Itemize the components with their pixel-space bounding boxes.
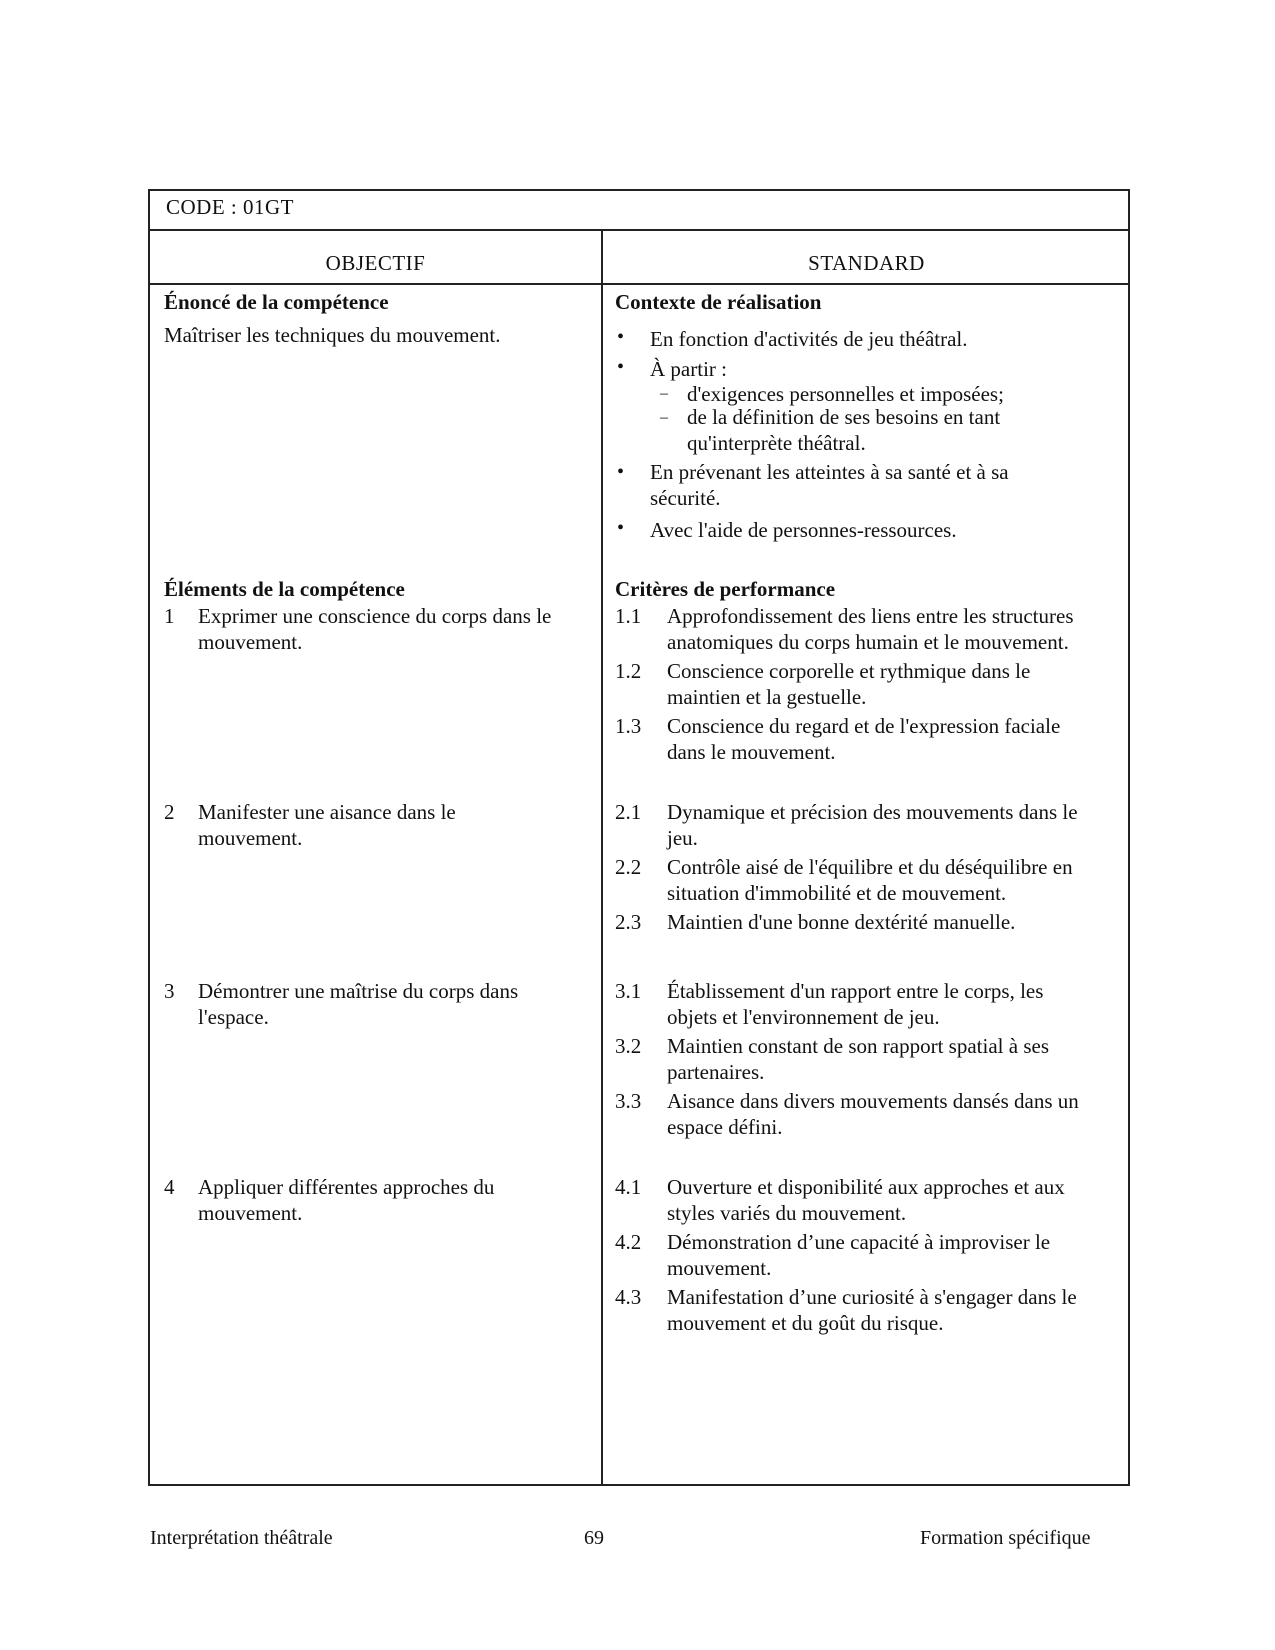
critere-line: Aisance dans divers mouvements dansés dans un: [667, 1089, 1079, 1113]
critere-item: [615, 978, 1125, 1030]
element-line: mouvement.: [198, 1201, 303, 1225]
element-number: 2: [164, 800, 175, 824]
element-line: Appliquer différentes approches du: [198, 1175, 495, 1199]
element-line: Manifester une aisance dans le: [198, 800, 456, 824]
bullet-icon: •: [617, 461, 625, 483]
bullet-icon: •: [617, 517, 625, 539]
objectif-column: [150, 285, 601, 1484]
contexte-bullet-1: En fonction d'activités de jeu théâtral.: [650, 327, 968, 351]
element-line: mouvement.: [198, 826, 303, 850]
code-label: CODE : 01GT: [150, 191, 1128, 231]
element-number: 4: [164, 1175, 175, 1199]
contexte-line: de la définition de ses besoins en tant: [687, 405, 1001, 429]
critere-line: Contrôle aisé de l'équilibre et du déséquilibre en: [667, 855, 1073, 879]
critere-item: [615, 909, 1125, 935]
contexte-line: En prévenant les atteintes à sa santé et à sa: [650, 460, 1009, 484]
critere-line: maintien et la gestuelle.: [667, 685, 867, 709]
critere-item: [615, 658, 1125, 710]
footer-right: Formation spécifique: [920, 1527, 1091, 1549]
critere-line: jeu.: [667, 826, 698, 850]
dash-icon: –: [660, 385, 668, 402]
critere-line: mouvement.: [667, 1256, 772, 1280]
critere-line: Manifestation d’une curiosité à s'engager dans le: [667, 1285, 1077, 1309]
critere-line: Conscience corporelle et rythmique dans le: [667, 659, 1031, 683]
critere-line: objets et l'environnement de jeu.: [667, 1005, 940, 1029]
page-number: 69: [584, 1527, 604, 1549]
element-number: 3: [164, 979, 175, 1003]
element-item-2: [164, 799, 594, 851]
header-standard: STANDARD: [808, 251, 925, 275]
bullet-icon: •: [617, 326, 625, 348]
contexte-bullet-2: À partir :: [650, 357, 727, 381]
element-item-3: [164, 978, 594, 1030]
critere-number: 2.1: [615, 800, 642, 824]
critere-number: 1.3: [615, 714, 642, 738]
critere-item: [615, 1174, 1125, 1226]
elements-title: Éléments de la compétence: [164, 577, 405, 601]
critere-line: styles variés du mouvement.: [667, 1201, 907, 1225]
enonce-title: Énoncé de la compétence: [164, 290, 389, 314]
critere-item: [615, 1284, 1125, 1336]
element-line: Démontrer une maîtrise du corps dans: [198, 979, 519, 1003]
element-number: 1: [164, 604, 175, 628]
contexte-title: Contexte de réalisation: [615, 290, 822, 314]
critere-line: situation d'immobilité et de mouvement.: [667, 881, 1007, 905]
critere-item: [615, 713, 1125, 765]
criteres-title: Critères de performance: [615, 577, 836, 601]
critere-line: Maintien d'une bonne dextérité manuelle.: [667, 910, 1016, 934]
bullet-icon: •: [617, 356, 625, 378]
critere-number: 3.3: [615, 1089, 642, 1113]
contexte-bullet-4: Avec l'aide de personnes-ressources.: [650, 518, 957, 542]
contexte-bullet-3: [650, 459, 1009, 511]
critere-line: Dynamique et précision des mouvements dans le: [667, 800, 1078, 824]
critere-number: 1.1: [615, 604, 642, 628]
header-objectif: OBJECTIF: [325, 251, 426, 275]
critere-item: [615, 854, 1125, 906]
critere-line: partenaires.: [667, 1060, 765, 1084]
critere-number: 4.2: [615, 1230, 642, 1254]
contexte-dash-1: d'exigences personnelles et imposées;: [687, 382, 1004, 406]
element-item-1: [164, 603, 594, 655]
contexte-line: qu'interprète théâtral.: [687, 431, 866, 455]
critere-item: [615, 1088, 1125, 1140]
critere-number: 3.2: [615, 1034, 642, 1058]
table-header-row: [150, 229, 1128, 285]
footer-left: Interprétation théâtrale: [150, 1527, 333, 1549]
competency-table: [148, 189, 1130, 1486]
critere-number: 4.3: [615, 1285, 642, 1309]
critere-line: Démonstration d’une capacité à improviser le: [667, 1230, 1051, 1254]
critere-item: [615, 1229, 1125, 1281]
critere-line: mouvement et du goût du risque.: [667, 1311, 944, 1335]
critere-item: [615, 799, 1125, 851]
element-line: l'espace.: [198, 1005, 269, 1029]
critere-number: 2.3: [615, 910, 642, 934]
critere-line: dans le mouvement.: [667, 740, 836, 764]
critere-number: 3.1: [615, 979, 642, 1003]
contexte-dash-2: [687, 404, 1000, 456]
element-item-4: [164, 1174, 594, 1226]
critere-line: espace défini.: [667, 1115, 783, 1139]
enonce-text: Maîtriser les techniques du mouvement.: [164, 323, 501, 347]
critere-number: 2.2: [615, 855, 642, 879]
critere-line: anatomiques du corps humain et le mouvement.: [667, 630, 1069, 654]
element-line: mouvement.: [198, 630, 303, 654]
critere-number: 4.1: [615, 1175, 642, 1199]
standard-column: [603, 285, 1130, 1484]
contexte-line: sécurité.: [650, 486, 721, 510]
critere-line: Maintien constant de son rapport spatial à ses: [667, 1034, 1049, 1058]
critere-line: Approfondissement des liens entre les structures: [667, 604, 1074, 628]
critere-item: [615, 603, 1125, 655]
critere-line: Conscience du regard et de l'expression faciale: [667, 714, 1061, 738]
critere-number: 1.2: [615, 659, 642, 683]
dash-icon: –: [660, 409, 668, 426]
critere-line: Établissement d'un rapport entre le corps, les: [667, 979, 1044, 1003]
element-line: Exprimer une conscience du corps dans le: [198, 604, 552, 628]
critere-item: [615, 1033, 1125, 1085]
critere-line: Ouverture et disponibilité aux approches et aux: [667, 1175, 1065, 1199]
